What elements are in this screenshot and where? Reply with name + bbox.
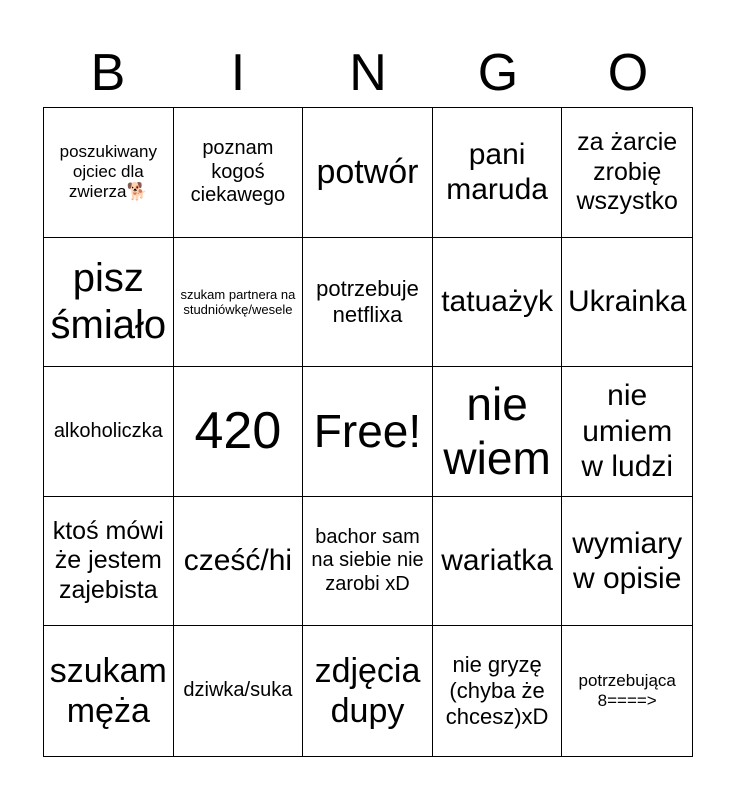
bingo-cell[interactable] — [303, 108, 433, 238]
cell-text: cześć/hi — [183, 544, 293, 578]
bingo-cell[interactable] — [433, 367, 563, 497]
free-space-cell[interactable] — [303, 367, 433, 497]
bingo-cell[interactable] — [303, 626, 433, 756]
bingo-cell[interactable] — [303, 497, 433, 627]
cell-text: pisz śmiało — [50, 255, 167, 347]
bingo-cell[interactable] — [44, 367, 174, 497]
free-space-text: Free! — [313, 405, 422, 458]
bingo-cell[interactable] — [433, 497, 563, 627]
bingo-cell[interactable] — [174, 497, 304, 627]
bingo-cell[interactable] — [174, 238, 304, 368]
cell-text: wariatka — [441, 544, 553, 578]
bingo-header — [43, 38, 693, 108]
cell-text: szukam partnera na studniówkę/wesele — [180, 286, 296, 317]
cell-text: Ukrainka — [568, 285, 687, 319]
bingo-cell[interactable] — [44, 108, 174, 238]
cell-text: zdjęcia dupy — [314, 652, 421, 731]
bingo-cell[interactable] — [44, 238, 174, 368]
cell-text: wymiary w opisie — [572, 526, 683, 596]
cell-text: potwór — [316, 153, 419, 192]
bingo-cell[interactable] — [44, 497, 174, 627]
bingo-cell[interactable] — [174, 626, 304, 756]
header-letter-b: B — [90, 44, 126, 102]
cell-text: potrzebująca 8====> — [578, 671, 676, 711]
cell-text: potrzebuje netflixa — [316, 275, 419, 327]
cell-text: ktoś mówi że jestem zajebista — [52, 516, 164, 604]
cell-text: nie gryzę (chyba że chcesz)xD — [445, 652, 549, 730]
header-letter-n: N — [349, 44, 387, 102]
cell-text: alkoholiczka — [53, 419, 163, 442]
bingo-card-grid — [43, 107, 693, 757]
bingo-cell[interactable] — [433, 238, 563, 368]
bingo-cell[interactable] — [433, 108, 563, 238]
bingo-cell[interactable] — [433, 626, 563, 756]
bingo-cell[interactable] — [174, 367, 304, 497]
bingo-cell[interactable] — [562, 626, 692, 756]
header-letter-i: I — [230, 44, 246, 102]
cell-text: nie umiem w ludzi — [581, 379, 674, 484]
bingo-cell[interactable] — [303, 238, 433, 368]
cell-text: bachor sam na siebie nie zarobi xD — [311, 525, 424, 595]
bingo-cell[interactable] — [174, 108, 304, 238]
cell-text: za żarcie zrobię wszystko — [576, 128, 678, 216]
cell-text: dziwka/suka — [183, 679, 293, 702]
cell-text: pani maruda — [446, 137, 548, 207]
bingo-cell[interactable] — [562, 108, 692, 238]
cell-text: poznam kogoś ciekawego — [190, 136, 286, 207]
bingo-cell[interactable] — [562, 497, 692, 627]
cell-text: tatuażyk — [441, 285, 553, 319]
cell-text: poszukiwany ojciec dla zwierza🐕 — [59, 142, 157, 202]
bingo-cell[interactable] — [562, 367, 692, 497]
header-letter-o: O — [607, 44, 649, 102]
header-letter-g: G — [477, 44, 519, 102]
bingo-cell[interactable] — [562, 238, 692, 368]
bingo-cell[interactable] — [44, 626, 174, 756]
cell-text: szukam męża — [49, 652, 167, 731]
cell-text: 420 — [194, 401, 282, 460]
cell-text: nie wiem — [443, 378, 551, 485]
